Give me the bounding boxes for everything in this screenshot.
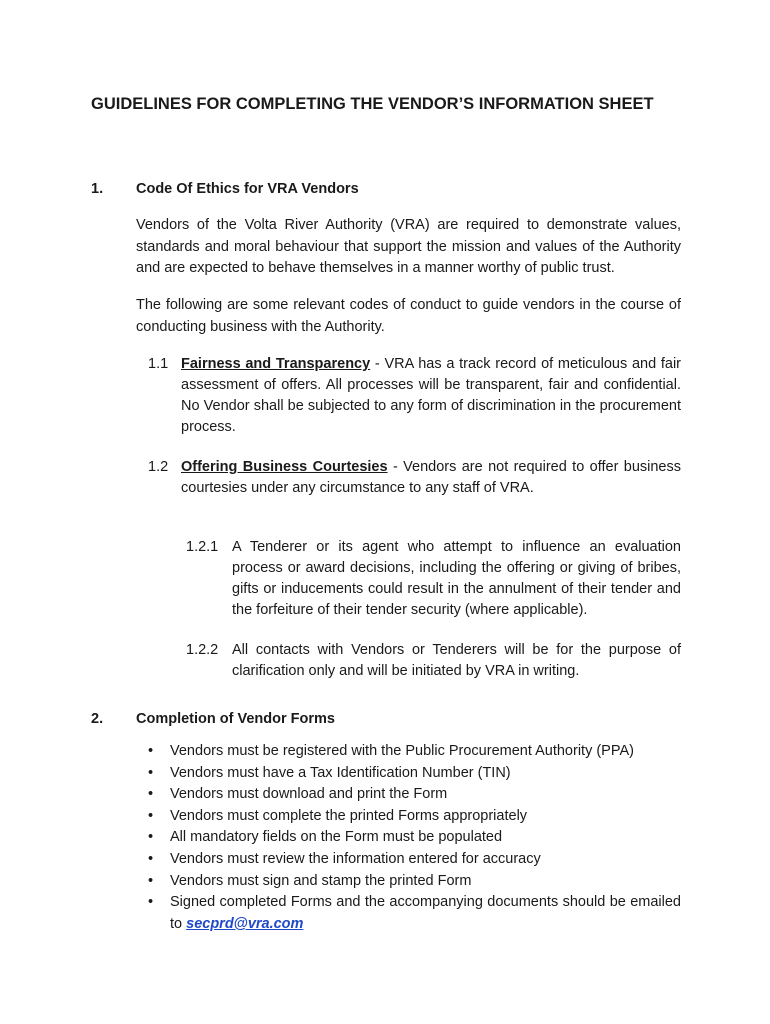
item-1-2-title: Offering Business Courtesies [181, 459, 388, 475]
item-1-2-2 [186, 640, 681, 682]
item-1-2-body: - Vendors are not required to offer business courtesies under any circumstance to any staff of VRA. [181, 459, 682, 496]
list-item: • Vendors must be registered with the Public Procurement Authority (PPA) [148, 741, 681, 763]
bullet-icon: • [148, 829, 154, 846]
bullet-icon: • [148, 807, 154, 824]
bullet-icon: • [148, 872, 154, 889]
item-1-1 [148, 354, 681, 438]
item-1-2 [148, 457, 681, 499]
list-item: • Vendors must have a Tax Identification Number (TIN) [148, 763, 681, 785]
bullet-icon: • [148, 894, 154, 911]
item-1-2-number: 1.2 [148, 459, 169, 475]
bullet-icon: • [148, 786, 154, 803]
section-1-number: 1. [91, 181, 104, 197]
email-link[interactable]: secprd@vra.com [186, 915, 304, 932]
item-1-2-2-number: 1.2.2 [186, 642, 219, 658]
list-item: • Vendors must sign and stamp the printed Form [148, 871, 681, 893]
list-item: • Vendors must review the information entered for accuracy [148, 849, 681, 871]
item-1-1-number: 1.1 [148, 356, 169, 372]
item-1-2-1-text: A Tenderer or its agent who attempt to influence an evaluation process or award decisions, including the offering or giving of bribes, gifts or inducements could result in the annulment of their tender and the forfeiture of their tender security (where applicable). [232, 539, 681, 618]
item-1-2-2-text: All contacts with Vendors or Tenderers will be for the purpose of clarification only and will be initiated by VRA in writing. [232, 642, 681, 679]
last-bullet-text: Signed completed Forms and the accompanying documents should be emailed to [170, 894, 681, 932]
list-item: • All mandatory fields on the Form must be populated [148, 827, 681, 849]
section-2-number: 2. [91, 711, 104, 727]
item-1-1-title: Fairness and Transparency [181, 356, 371, 372]
list-item [148, 892, 681, 935]
section-1-heading: Code Of Ethics for VRA Vendors [136, 181, 359, 197]
bullet-icon: • [148, 850, 154, 867]
section-1-paragraph-1: Vendors of the Volta River Authority (VRA) are required to demonstrate values, standards and moral behaviour that support the mission and values of the Authority and are expected to behave themselves in a manner worthy of public trust. [136, 217, 681, 276]
list-item: • Vendors must download and print the Form [148, 784, 681, 806]
item-1-2-1 [186, 537, 681, 621]
section-2-heading: Completion of Vendor Forms [136, 711, 335, 727]
document-title: GUIDELINES FOR COMPLETING THE VENDOR’S INFORMATION SHEET [91, 95, 654, 113]
item-1-1-text [181, 354, 681, 438]
list-item: • Vendors must complete the printed Forms appropriately [148, 806, 681, 828]
item-1-1-body: - VRA has a track record of meticulous and fair assessment of offers. All processes will be transparent, fair and confidential. No Vendor shall be subjected to any form of discrimination in the procurement process. [181, 356, 682, 435]
item-1-2-text [181, 457, 681, 499]
bullet-icon: • [148, 764, 154, 781]
section-1-paragraph-2: The following are some relevant codes of conduct to guide vendors in the course of conducting business with the Authority. [136, 297, 681, 335]
bullet-icon: • [148, 743, 154, 759]
item-1-2-1-number: 1.2.1 [186, 539, 219, 555]
vendor-forms-bullet-list [148, 741, 681, 935]
